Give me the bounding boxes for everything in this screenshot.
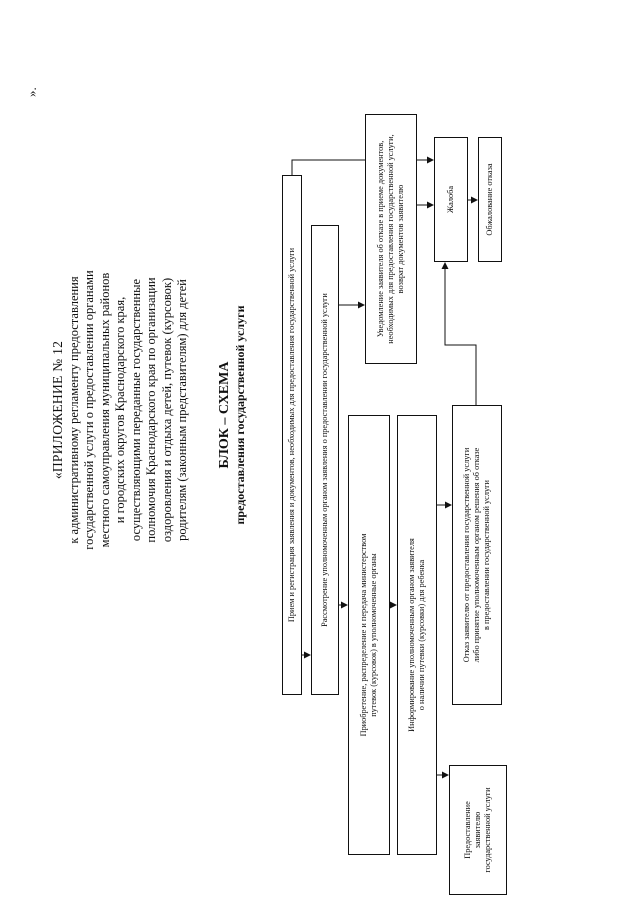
step-appeal-box bbox=[478, 137, 502, 262]
step-acquire-vouchers-box bbox=[348, 415, 390, 855]
step-provide-service-box bbox=[449, 765, 507, 895]
step-inform-applicant-box bbox=[397, 415, 437, 855]
step-review-text: Рассмотрение уполномоченным органом заявления о предоставлении государственной услуги bbox=[320, 293, 329, 627]
step-notify-refusal-text bbox=[376, 134, 406, 343]
appendix-line: полномочия Краснодарского края по организации bbox=[144, 277, 158, 543]
appendix-line: осуществляющими переданные государственные bbox=[128, 278, 143, 542]
step-inform-applicant-text bbox=[407, 538, 427, 732]
step-acquire-vouchers-text bbox=[359, 534, 379, 737]
appendix-line: к административному регламенту предоставления bbox=[66, 276, 81, 544]
step-inform-applicant-line: Информирование уполномоченным органом заявителя bbox=[407, 538, 416, 732]
step-notify-refusal-line: возврат документов заявителю bbox=[396, 184, 405, 294]
arrow-refusal-to-complaint bbox=[445, 263, 476, 405]
step-notify-refusal-box bbox=[365, 114, 417, 364]
appendix-line: родителям (законным представителям) для детей bbox=[175, 279, 189, 541]
step-appeal-text: Обжалование отказа bbox=[485, 163, 494, 236]
appendix-line: государственной услуги о предоставлении органами bbox=[82, 270, 96, 550]
step-review-box bbox=[311, 225, 339, 695]
step-provide-service-line: заявителю bbox=[473, 811, 482, 849]
appendix-line: и городских округов Краснодарского края, bbox=[113, 296, 127, 524]
step-provide-service-line: Предоставление bbox=[463, 801, 472, 859]
step-notify-refusal-line: необходимых для предоставления государственной услуги, bbox=[386, 134, 395, 344]
step-refusal-line: Отказ заявителю от предоставления государственной услуги bbox=[462, 447, 471, 663]
step-complaint-box bbox=[434, 137, 468, 262]
step-refusal-line: в предоставлении государственной услуги bbox=[482, 479, 491, 631]
step-acquire-vouchers-line: путевок (курсовок) в уполномоченные органы bbox=[369, 553, 378, 717]
scheme-title-subtitle: предоставления государственной услуги bbox=[233, 305, 247, 525]
step-provide-service-text bbox=[463, 787, 493, 872]
step-reception-text: Прием и регистрация заявления и документов, необходимых для предоставления государственной услуги bbox=[287, 247, 296, 623]
scheme-title-main: БЛОК – СХЕМА bbox=[217, 361, 232, 469]
step-refusal-text bbox=[462, 448, 492, 663]
appendix-title: «ПРИЛОЖЕНИЕ № 12 bbox=[50, 340, 65, 480]
step-refusal-box bbox=[452, 405, 502, 705]
step-acquire-vouchers-line: Приобретение, распределение и передача министерством bbox=[359, 533, 368, 737]
step-inform-applicant-line: о наличии путевки (курсовки) для ребенка bbox=[417, 559, 426, 711]
step-complaint-text: Жалоба bbox=[446, 185, 455, 214]
appendix-line: местного самоуправления муниципальных районов bbox=[97, 272, 112, 548]
step-notify-refusal-line: Уведомление заявителя об отказе в приеме документов, bbox=[376, 140, 385, 338]
step-provide-service-line: государственной услуги bbox=[483, 787, 492, 873]
step-refusal-line: либо принятие уполномоченным органом решения об отказе bbox=[472, 447, 481, 663]
appendix-line: оздоровления и отдыха детей, путевок (курсовок) bbox=[159, 277, 174, 543]
step-reception-box bbox=[282, 175, 302, 695]
closing-quote: ». bbox=[24, 87, 39, 97]
